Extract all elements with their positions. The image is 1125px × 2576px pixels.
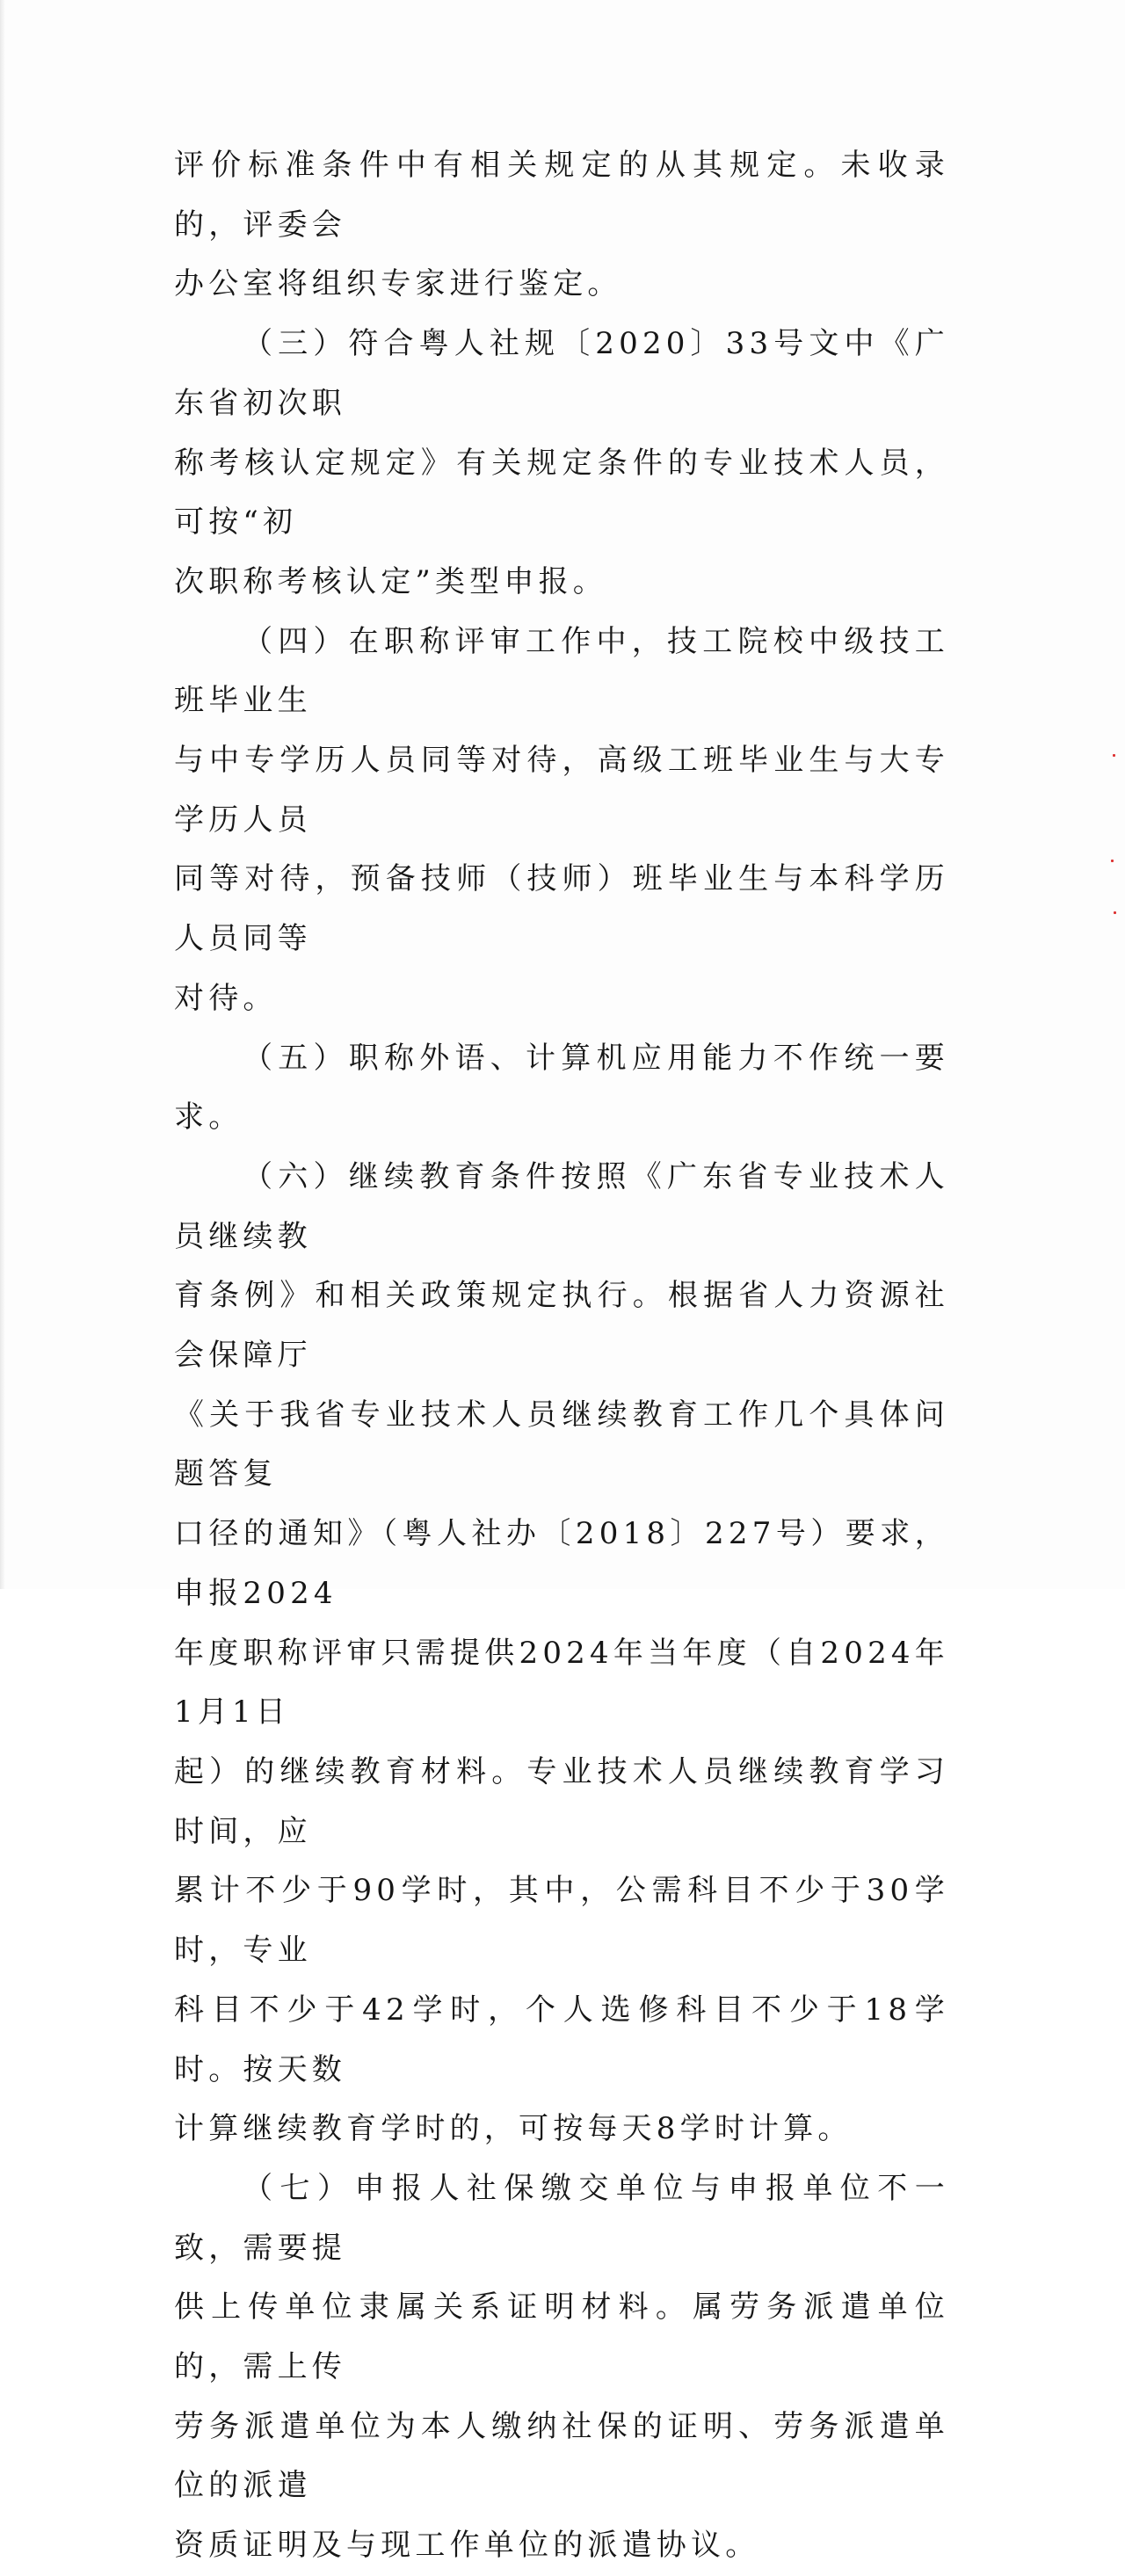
paragraph-line: 同等对待，预备技师（技师）班毕业生与本科学历人员同等 <box>174 861 949 957</box>
paragraph-line: 办公室将组织专家进行鉴定。 <box>174 266 622 302</box>
paragraph-line: 评价标准条件中有相关规定的从其规定。未收录的，评委会 <box>174 148 949 243</box>
paragraph-item-3-line: （三）符合粤人社规〔2020〕33号文中《广东省初次职 <box>174 326 949 421</box>
paragraph-item-5-line: （五）职称外语、计算机应用能力不作统一要求。 <box>174 1040 949 1136</box>
paragraph-line: 与中专学历人员同等对待，高级工班毕业生与大专学历人员 <box>174 743 949 838</box>
paragraph-line: 资质证明及与现工作单位的派遣协议。 <box>174 2528 760 2564</box>
paragraph-line: 口径的通知》（粤人社办〔2018〕227号）要求，申报2024 <box>174 1516 949 1611</box>
scan-artifact-mark <box>1111 860 1114 862</box>
paragraph-line: 科目不少于42学时，个人选修科目不少于18学时。按天数 <box>174 1992 949 2087</box>
paragraph-item-4-line: （四）在职称评审工作中，技工院校中级技工班毕业生 <box>174 623 949 719</box>
scan-artifact-mark <box>1114 911 1116 914</box>
paragraph-line: 年度职称评审只需提供2024年当年度（自2024年1月1日 <box>174 1635 949 1731</box>
scan-edge-shadow <box>0 0 5 1589</box>
paragraph-line: 起）的继续教育材料。专业技术人员继续教育学习时间，应 <box>174 1753 949 1849</box>
paragraph-line: 累计不少于90学时，其中，公需科目不少于30学时，专业 <box>174 1873 949 1969</box>
paragraph-item-7-line: （七）申报人社保缴交单位与申报单位不一致，需要提 <box>174 2170 949 2266</box>
scan-artifact-mark <box>1113 754 1115 757</box>
paragraph-line: 劳务派遣单位为本人缴纳社保的证明、劳务派遣单位的派遣 <box>174 2408 949 2504</box>
paragraph-line: 对待。 <box>174 980 278 1016</box>
paragraph-line: 供上传单位隶属关系证明材料。属劳务派遣单位的，需上传 <box>174 2289 949 2385</box>
paragraph-line: 次职称考核认定”类型申报。 <box>174 563 607 599</box>
paragraph-line: 育条例》和相关政策规定执行。根据省人力资源社会保障厅 <box>174 1278 949 1374</box>
paragraph-line: 称考核认定规定》有关规定条件的专业技术人员，可按“初 <box>174 445 949 541</box>
paragraph-item-6-line: （六）继续教育条件按照《广东省专业技术人员继续教 <box>174 1158 949 1254</box>
paragraph-line: 计算继续教育学时的，可按每天8学时计算。 <box>174 2111 853 2147</box>
document-body <box>174 136 949 2576</box>
paragraph-line: 《关于我省专业技术人员继续教育工作几个具体问题答复 <box>174 1397 949 1492</box>
